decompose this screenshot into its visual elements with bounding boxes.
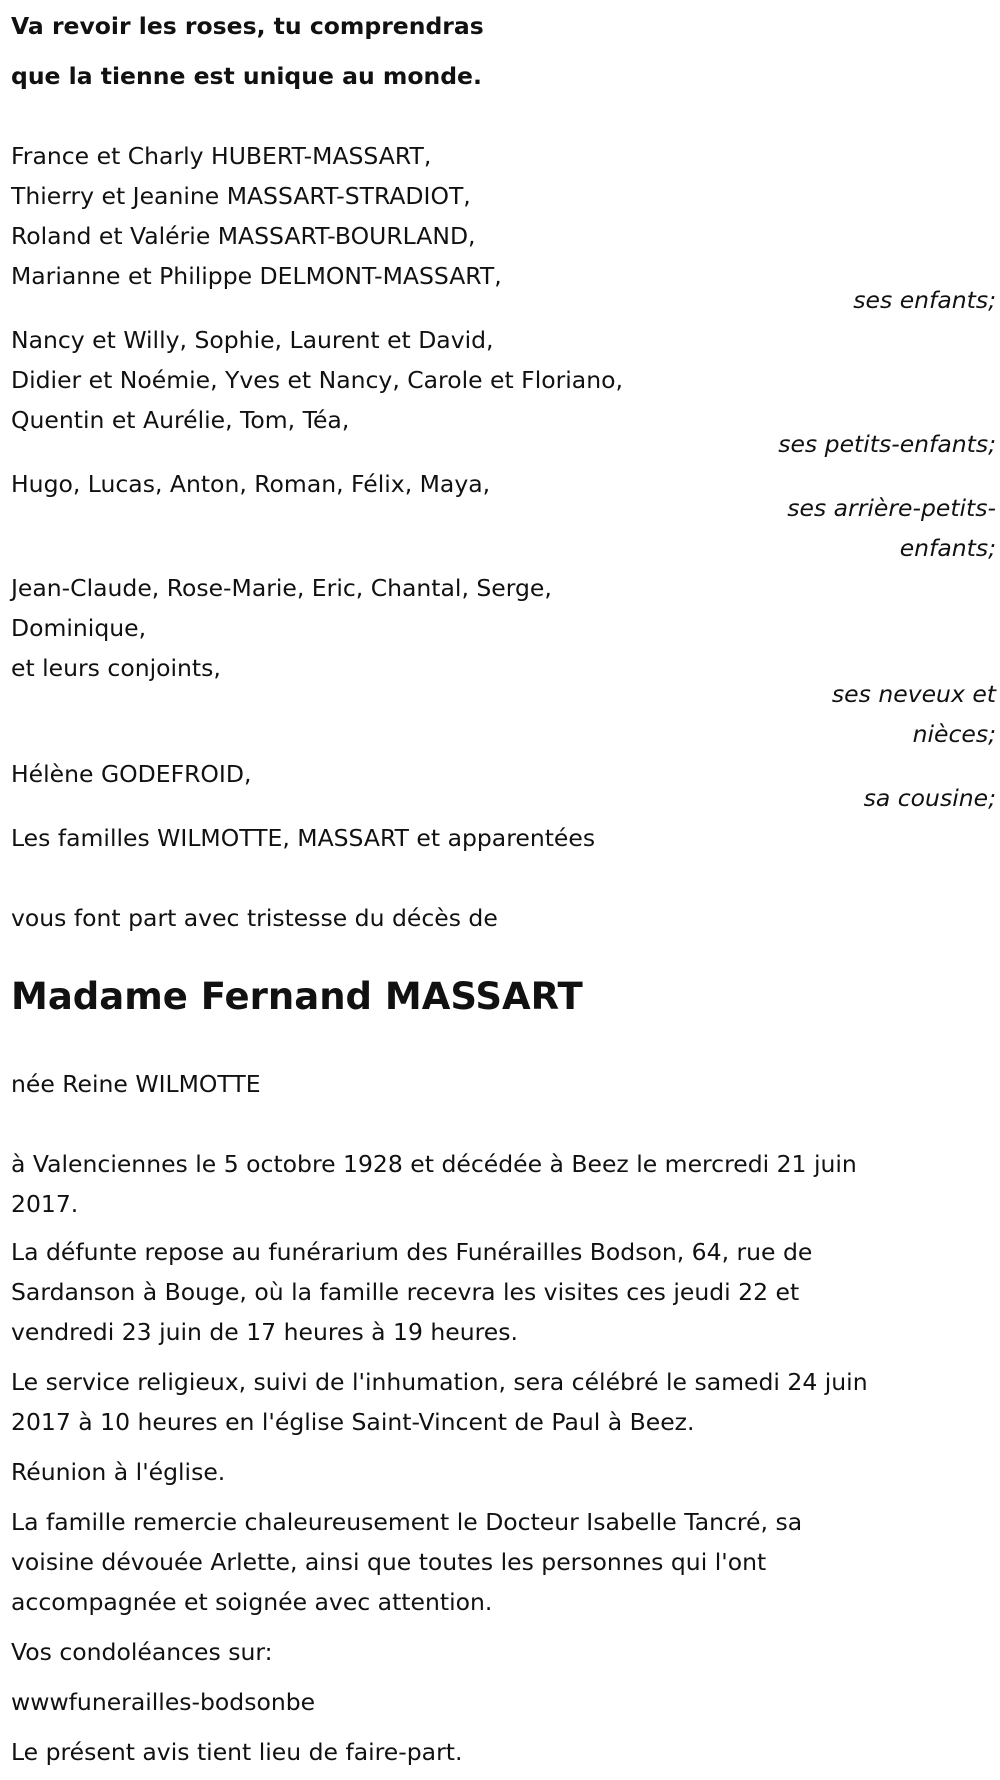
born-name: née Reine WILMOTTE — [11, 1070, 261, 1098]
quote-line-2: que la tienne est unique au monde. — [11, 62, 482, 90]
nephews-line: et leurs conjoints, — [11, 654, 221, 682]
paragraph-line: La défunte repose au funérarium des Funérailles Bodson, 64, rue de — [11, 1238, 813, 1266]
paragraph-line: Sardanson à Bouge, où la famille recevra les visites ces jeudi 22 et — [11, 1278, 800, 1306]
grandchildren-line: Quentin et Aurélie, Tom, Téa, — [11, 406, 350, 434]
paragraph-line: accompagnée et soignée avec attention. — [11, 1588, 493, 1616]
children-line: Roland et Valérie MASSART-BOURLAND, — [11, 222, 476, 250]
announcement-line: vous font part avec tristesse du décès de — [11, 904, 498, 932]
cousin-line: Hélène GODEFROID, — [11, 760, 252, 788]
paragraph-line: vendredi 23 juin de 17 heures à 19 heures. — [11, 1318, 518, 1346]
website-text: wwwfunerailles-bodsonbe — [11, 1688, 316, 1716]
grandchildren-line: Nancy et Willy, Sophie, Laurent et David, — [11, 326, 494, 354]
nephews-role-line: nièces; — [912, 720, 996, 748]
quote-line-1: Va revoir les roses, tu comprendras — [11, 12, 484, 40]
nephews-line: Jean-Claude, Rose-Marie, Eric, Chantal, Serge, — [11, 574, 552, 602]
nephews-role-line: ses neveux et — [831, 680, 996, 708]
great-grandchildren-role-line: enfants; — [899, 534, 996, 562]
paragraph-line: La famille remercie chaleureusement le Docteur Isabelle Tancré, sa — [11, 1508, 803, 1536]
children-line: Thierry et Jeanine MASSART-STRADIOT, — [11, 182, 471, 210]
children-line: France et Charly HUBERT-MASSART, — [11, 142, 432, 170]
grandchildren-role: ses petits-enfants; — [778, 430, 996, 458]
paragraph-line: Vos condoléances sur: — [11, 1638, 273, 1666]
great-grandchildren-role-line: ses arrière-petits- — [787, 494, 996, 522]
families-line: Les familles WILMOTTE, MASSART et apparentées — [11, 824, 596, 852]
paragraph-line: voisine dévouée Arlette, ainsi que toutes les personnes qui l'ont — [11, 1548, 767, 1576]
paragraph-line: Le présent avis tient lieu de faire-part. — [11, 1738, 463, 1766]
cousin-role: sa cousine; — [863, 784, 996, 812]
nephews-line: Dominique, — [11, 614, 147, 642]
paragraph-line: 2017 à 10 heures en l'église Saint-Vincent de Paul à Beez. — [11, 1408, 695, 1436]
paragraph-line: à Valenciennes le 5 octobre 1928 et décédée à Beez le mercredi 21 juin — [11, 1150, 857, 1178]
children-role: ses enfants; — [853, 286, 996, 314]
grandchildren-line: Didier et Noémie, Yves et Nancy, Carole et Floriano, — [11, 366, 623, 394]
children-line: Marianne et Philippe DELMONT-MASSART, — [11, 262, 502, 290]
paragraph-line: Le service religieux, suivi de l'inhumation, sera célébré le samedi 24 juin — [11, 1368, 868, 1396]
paragraph-line: 2017. — [11, 1190, 79, 1218]
paragraph-line: Réunion à l'église. — [11, 1458, 226, 1486]
deceased-name: Madame Fernand MASSART — [11, 975, 583, 1018]
great-grandchildren-line: Hugo, Lucas, Anton, Roman, Félix, Maya, — [11, 470, 491, 498]
